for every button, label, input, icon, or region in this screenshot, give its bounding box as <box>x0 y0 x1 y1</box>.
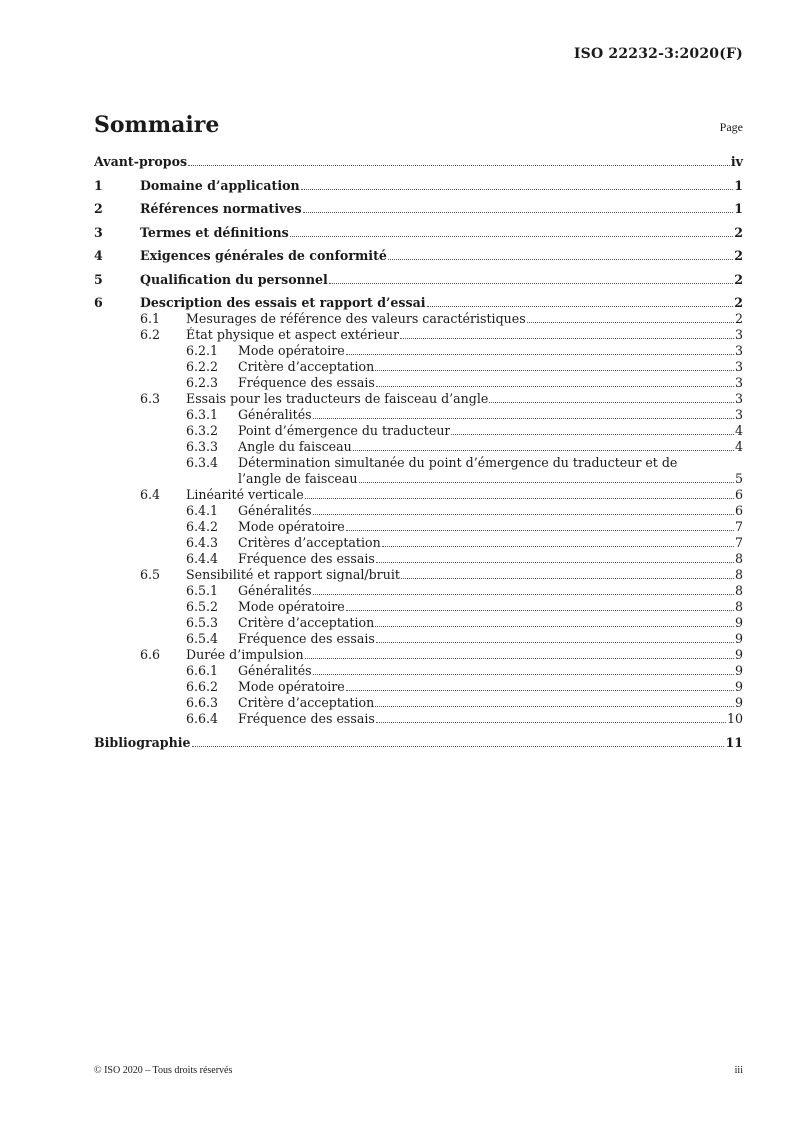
toc-entry[interactable] <box>94 295 743 311</box>
toc-entry[interactable] <box>94 407 743 423</box>
toc-entry-page: 1 <box>734 177 743 193</box>
toc-entry-number: 6.6 <box>140 647 161 662</box>
toc-entry-number: 6.3.3 <box>186 439 219 454</box>
toc-entry[interactable] <box>94 615 743 631</box>
toc-entry-title: Critères d’acceptation <box>238 535 381 550</box>
toc-entry-number: 6.2.3 <box>186 375 219 390</box>
toc-entry-number: 6.3 <box>140 391 161 406</box>
toc-entry-page: 10 <box>726 711 743 726</box>
toc-entry[interactable] <box>94 735 743 751</box>
toc-entry-number: 6.6.3 <box>186 695 219 710</box>
toc-entry[interactable] <box>94 375 743 391</box>
toc-entry-title: Références normatives <box>140 201 302 216</box>
toc-entry-page: 3 <box>734 343 743 358</box>
toc-entry-number: 6.6.1 <box>186 663 219 678</box>
toc-entry[interactable] <box>94 471 743 487</box>
dot-leader <box>376 642 734 643</box>
toc-entry-title: Généralités <box>238 663 312 678</box>
toc-entry[interactable] <box>94 695 743 711</box>
toc-entry-page: 1 <box>734 201 743 216</box>
toc-entry[interactable] <box>94 359 743 375</box>
dot-leader <box>353 450 734 451</box>
toc-entry-number: 6.5 <box>140 567 161 582</box>
toc-entry-page: 3 <box>734 391 743 406</box>
toc-entry-title: Critère d’acceptation <box>238 615 375 630</box>
toc-entry-number: 6.4.1 <box>186 503 219 518</box>
toc-entry-page: 9 <box>734 679 743 694</box>
dot-leader <box>346 530 734 531</box>
toc-entry-page: 8 <box>734 551 743 566</box>
toc-entry-title: Généralités <box>238 583 312 598</box>
toc-entry-page: 2 <box>734 271 743 287</box>
toc-entry[interactable] <box>94 519 743 535</box>
toc-entry-page: 3 <box>734 375 743 390</box>
toc-entry-page: 2 <box>734 248 743 263</box>
toc-entry[interactable] <box>94 201 743 217</box>
toc-entry-title: Fréquence des essais <box>238 711 375 726</box>
dot-leader <box>301 189 734 190</box>
dot-leader <box>401 578 734 579</box>
dot-leader <box>527 322 734 323</box>
toc-entry[interactable] <box>94 551 743 567</box>
toc-entry-number: 6.4.3 <box>186 535 219 550</box>
dot-leader <box>313 514 734 515</box>
toc-entry-title: Linéarité verticale <box>186 487 304 502</box>
toc-entry-page: 6 <box>734 503 743 518</box>
toc-entry-page: 7 <box>734 535 743 550</box>
toc-entry[interactable] <box>94 178 743 194</box>
toc-entry-title: Mode opératoire <box>238 519 345 534</box>
toc-entry[interactable] <box>94 679 743 695</box>
toc-entry-title: Mesurages de référence des valeurs caractéristiques <box>186 311 526 326</box>
page-title: Sommaire <box>94 112 220 138</box>
dot-leader <box>346 610 734 611</box>
dot-leader <box>489 402 734 403</box>
toc-entry-number: 6.6.4 <box>186 711 219 726</box>
toc-entry-title: Critère d’acceptation <box>238 359 375 374</box>
dot-leader <box>382 546 734 547</box>
dot-leader <box>290 236 733 237</box>
toc-entry-number: 6.5.4 <box>186 631 219 646</box>
toc-entry-number: 6.4.2 <box>186 519 219 534</box>
toc-entry-title: Mode opératoire <box>238 679 345 694</box>
toc-entry-title: Angle du faisceau <box>238 439 352 454</box>
dot-leader <box>305 658 734 659</box>
toc-entry-page: 9 <box>734 647 743 662</box>
toc-entry-title: Durée d’impulsion <box>186 647 304 662</box>
toc-entry-page: 4 <box>734 423 743 438</box>
toc-entry[interactable] <box>94 663 743 679</box>
toc-entry[interactable] <box>94 327 743 343</box>
dot-leader <box>313 418 734 419</box>
toc-entry-number: 6.5.2 <box>186 599 219 614</box>
toc-entry-number: 6.2 <box>140 327 161 342</box>
toc-entry-page: 9 <box>734 663 743 678</box>
toc-entry[interactable] <box>94 391 743 407</box>
toc-entry-title: Qualification du personnel <box>140 271 328 287</box>
toc-entry-title: Domaine d’application <box>140 177 300 193</box>
dot-leader <box>376 562 734 563</box>
toc-entry-title: État physique et aspect extérieur <box>186 327 400 342</box>
dot-leader <box>376 386 734 387</box>
toc-entry-page: 11 <box>725 734 743 750</box>
toc-entry-number: 6.3.2 <box>186 423 219 438</box>
toc-entry[interactable] <box>94 439 743 455</box>
toc-entry[interactable] <box>94 711 743 727</box>
dot-leader <box>313 674 734 675</box>
toc-entry-title: Fréquence des essais <box>238 375 375 390</box>
page-column-label: Page <box>719 120 743 134</box>
toc-entry[interactable] <box>94 503 743 519</box>
toc-entry[interactable] <box>94 583 743 599</box>
title-row <box>94 112 743 142</box>
toc-entry-page: 6 <box>734 487 743 502</box>
toc-entry-number: 6.3.1 <box>186 407 219 422</box>
toc-entry-page: 3 <box>734 327 743 342</box>
toc-entry[interactable] <box>94 248 743 264</box>
toc-entry-title: Sensibilité et rapport signal/bruit <box>186 567 400 582</box>
toc-entry-title: Généralités <box>238 503 312 518</box>
dot-leader <box>359 482 734 483</box>
dot-leader <box>427 306 734 307</box>
toc-entry[interactable] <box>94 647 743 663</box>
toc-entry-page: 3 <box>734 407 743 422</box>
toc-entry-number: 6.4 <box>140 487 161 502</box>
dot-leader <box>303 212 734 213</box>
toc-entry[interactable] <box>94 272 743 288</box>
dot-leader <box>329 283 733 284</box>
toc-entry-page: 7 <box>734 519 743 534</box>
toc-entry[interactable] <box>94 423 743 439</box>
toc-entry-number: 6.4.4 <box>186 551 219 566</box>
toc-entry-page: 2 <box>734 311 743 326</box>
toc-entry-number: 3 <box>94 224 103 240</box>
toc-entry-page: 8 <box>734 567 743 582</box>
toc-entry-number: 2 <box>94 201 103 216</box>
toc-entry-title: Fréquence des essais <box>238 551 375 566</box>
toc-entry-title: Termes et définitions <box>140 224 289 240</box>
toc-entry-page: 8 <box>734 599 743 614</box>
toc-entry-title: Essais pour les traducteurs de faisceau d’angle <box>186 391 489 406</box>
toc-entry-title: Description des essais et rapport d’essai <box>140 295 426 310</box>
toc-entry-title: l’angle de faisceau <box>238 471 358 486</box>
toc-entry-number: 6.1 <box>140 311 161 326</box>
dot-leader <box>192 746 725 747</box>
toc-entry-number: 4 <box>94 248 103 263</box>
dot-leader <box>375 706 734 707</box>
toc-entry-number: 5 <box>94 271 103 287</box>
toc-entry-page: iv <box>730 154 743 169</box>
dot-leader <box>305 498 734 499</box>
toc-entry-number: 6.5.1 <box>186 583 219 598</box>
toc-entry[interactable] <box>94 567 743 583</box>
toc-entry[interactable] <box>94 311 743 327</box>
toc-entry-page: 9 <box>734 695 743 710</box>
toc-entry-title: Point d’émergence du traducteur <box>238 423 451 438</box>
page-footer <box>94 1062 743 1076</box>
toc-entry-title: Fréquence des essais <box>238 631 375 646</box>
toc-entry-number: 6.6.2 <box>186 679 219 694</box>
toc-entry[interactable] <box>94 487 743 503</box>
document-id: ISO 22232-3:2020(F) <box>573 46 743 62</box>
toc-entry-page: 2 <box>734 295 743 310</box>
toc-entry-number: 6.2.1 <box>186 343 219 358</box>
toc-entry-page: 9 <box>734 631 743 646</box>
toc-entry-page: 9 <box>734 615 743 630</box>
dot-leader <box>388 259 733 260</box>
toc-entry[interactable] <box>94 535 743 551</box>
dot-leader <box>375 626 734 627</box>
toc-entry-number: 1 <box>94 177 103 193</box>
dot-leader <box>375 370 734 371</box>
toc-entry-number: 6 <box>94 295 103 310</box>
toc-entry-number: 6.3.4 <box>186 455 219 470</box>
toc-entry-number: 6.5.3 <box>186 615 219 630</box>
toc-entry[interactable] <box>94 343 743 359</box>
toc-entry-number: 6.2.2 <box>186 359 219 374</box>
copyright-notice: © ISO 2020 – Tous droits réservés <box>94 1065 233 1076</box>
dot-leader <box>451 434 734 435</box>
toc-entry-title: Avant-propos <box>94 154 188 169</box>
toc-entry-page: 2 <box>734 224 743 240</box>
page-number: iii <box>734 1065 743 1076</box>
toc-entry[interactable] <box>94 154 743 170</box>
toc-entry-page: 5 <box>734 471 743 486</box>
toc-entry[interactable] <box>94 631 743 647</box>
toc-entry-title: Exigences générales de conformité <box>140 248 387 263</box>
toc-entry-title: Mode opératoire <box>238 343 345 358</box>
toc-entry-page: 8 <box>734 583 743 598</box>
toc-entry[interactable] <box>94 455 743 471</box>
toc-entry-title: Critère d’acceptation <box>238 695 375 710</box>
toc-entry-title: Généralités <box>238 407 312 422</box>
dot-leader <box>346 354 734 355</box>
dot-leader <box>400 338 734 339</box>
table-of-contents <box>94 154 743 751</box>
toc-entry[interactable] <box>94 225 743 241</box>
toc-entry-title: Mode opératoire <box>238 599 345 614</box>
toc-entry-page: 4 <box>734 439 743 454</box>
dot-leader <box>346 690 734 691</box>
dot-leader <box>188 165 730 166</box>
toc-entry-title: Détermination simultanée du point d’émergence du traducteur et de <box>238 455 678 470</box>
dot-leader <box>376 722 726 723</box>
toc-entry[interactable] <box>94 599 743 615</box>
toc-entry-page: 3 <box>734 359 743 374</box>
toc-entry-title: Bibliographie <box>94 734 191 750</box>
dot-leader <box>313 594 734 595</box>
